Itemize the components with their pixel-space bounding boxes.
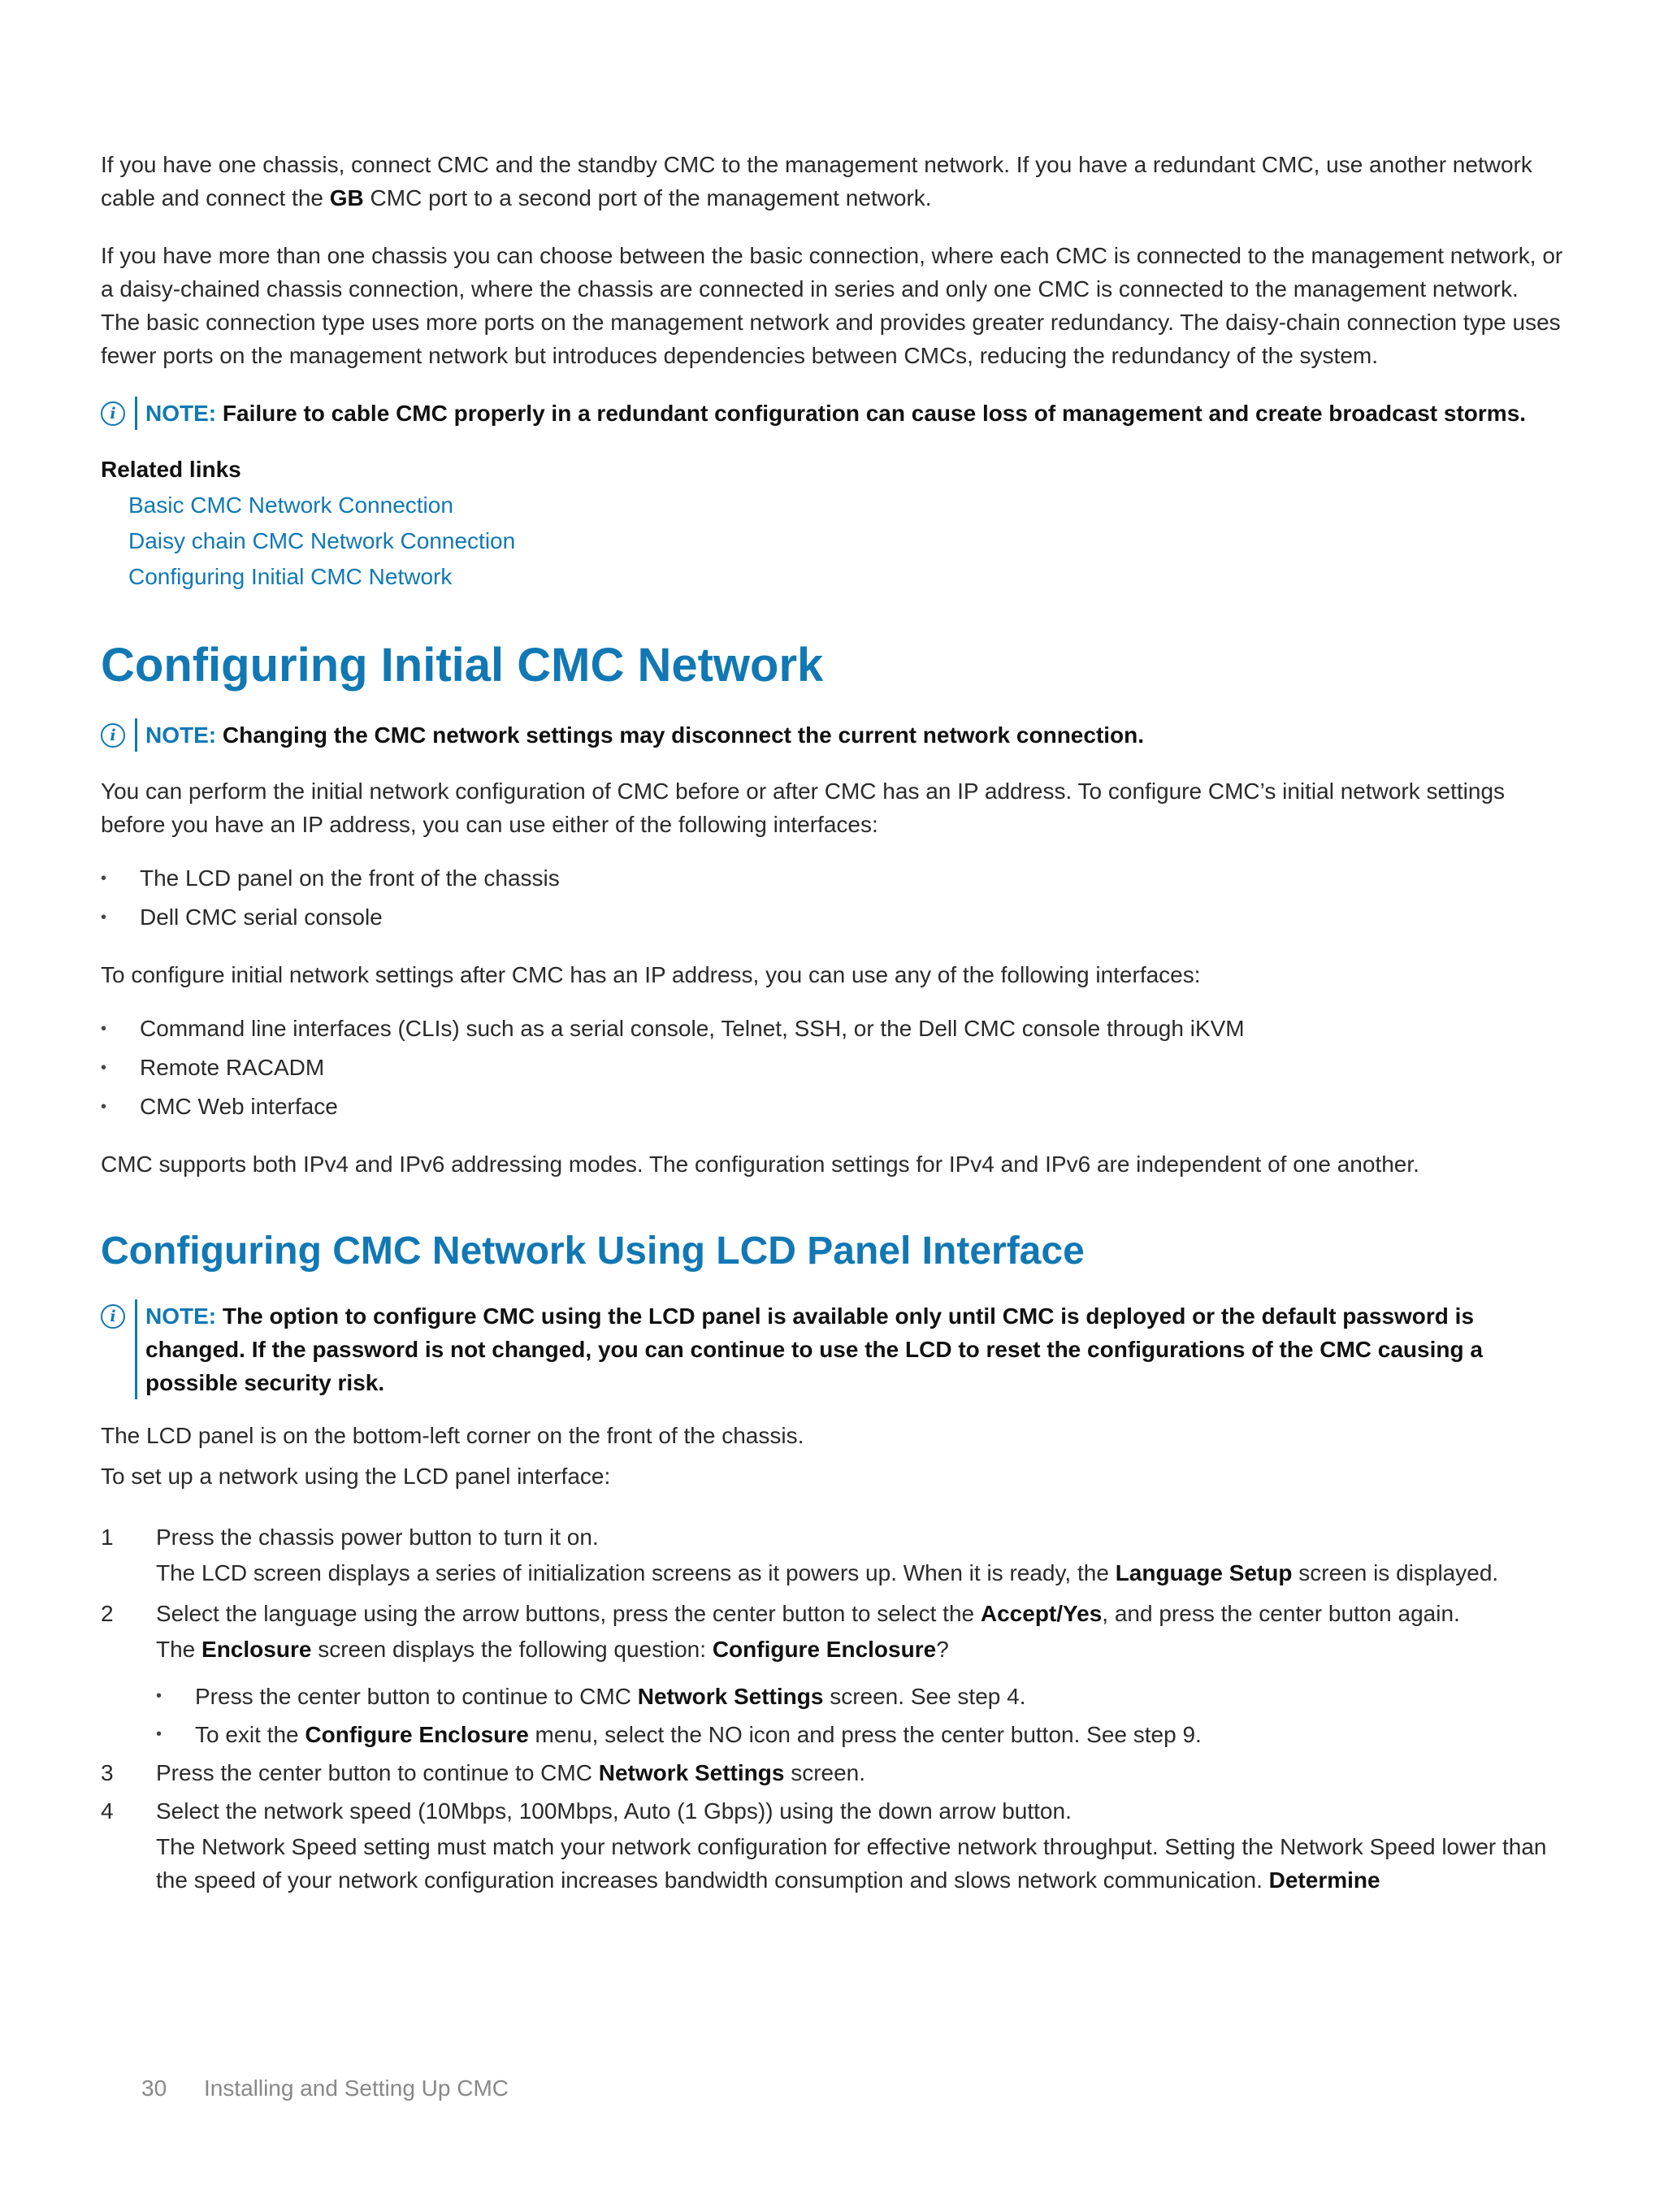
page-footer (141, 2075, 540, 2101)
text-span: CMC port to a second port of the management network. (363, 185, 932, 210)
section-heading-lcd-panel: Configuring CMC Network Using LCD Panel Interface (101, 1230, 1085, 1273)
text-span: , and press the center button again. (1102, 1601, 1460, 1626)
text-span: Select the language using the arrow buttons, press the center button to select the (156, 1601, 981, 1626)
step-result (156, 1633, 1563, 1666)
related-links-title: Related links (101, 457, 241, 482)
info-icon: i (101, 723, 125, 748)
text-span: screen is displayed. (1292, 1560, 1499, 1585)
bold-term: Configure Enclosure (712, 1637, 937, 1662)
text-span: ? (936, 1637, 949, 1662)
text-span: If you have one chassis, connect CMC and the standby CMC to the management network. If you have a redundant CMC, use another network cable and connect the (101, 152, 1532, 210)
bold-term: GB (329, 185, 364, 210)
related-link-basic-connection[interactable]: Basic CMC Network Connection (128, 492, 453, 518)
step-number: 4 (101, 1798, 114, 1824)
chapter-title: Installing and Setting Up CMC (203, 2075, 509, 2101)
list-item (156, 1715, 1563, 1754)
related-link-daisy-chain[interactable]: Daisy chain CMC Network Connection (128, 528, 516, 553)
text-span: Press the center button to continue to CMC (156, 1760, 599, 1785)
page-content (101, 148, 1563, 1897)
paragraph: To configure initial network settings after CMC has an IP address, you can use any of the following interfaces: (101, 962, 1201, 987)
step-number: 2 (101, 1601, 114, 1626)
step-text (156, 1594, 1563, 1633)
text-span: screen displays the following question: (311, 1637, 713, 1662)
note-text (145, 718, 1144, 752)
bold-term: Enclosure (202, 1637, 312, 1662)
note-body: The option to configure CMC using the LCD panel is available only until CMC is deployed or the default password is changed. If the password is not changed, you can continue to use the LCD to reset the configurations of the CMC causing a possible security risk. (145, 1303, 1483, 1395)
note-body: Changing the CMC network settings may disconnect the current network connection. (222, 722, 1145, 748)
note-divider (135, 397, 137, 430)
related-link-initial-network[interactable]: Configuring Initial CMC Network (128, 564, 453, 589)
related-links (101, 453, 1563, 595)
list-item (156, 1677, 1563, 1715)
step-text (156, 1754, 1563, 1792)
note-divider (135, 718, 137, 752)
bold-term: Language Setup (1115, 1560, 1293, 1585)
step-number: 1 (101, 1525, 114, 1550)
list-item: • Dell CMC serial console (101, 898, 1563, 937)
text-span: To exit the (195, 1722, 306, 1747)
bullet-list (101, 1009, 1563, 1126)
bold-term: Determine (1268, 1867, 1380, 1893)
step-result (156, 1830, 1563, 1897)
page-number: 30 (141, 2075, 167, 2101)
text-span: The LCD screen displays a series of initialization screens as it powers up. When it is ready, the (156, 1560, 1116, 1585)
step-item (101, 1754, 1563, 1792)
bold-term: Network Settings (598, 1760, 785, 1785)
paragraph: To set up a network using the LCD panel interface: (101, 1464, 611, 1489)
list-item: • Remote RACADM (101, 1048, 1563, 1087)
text-span: Press the center button to continue to CMC (195, 1684, 638, 1709)
note-callout (101, 397, 1563, 430)
note-callout (101, 718, 1563, 752)
intro-paragraph-2: If you have more than one chassis you can choose between the basic connection, where each CMC is connected to the management network, or a daisy-chained chassis connection, where the chassis are connected in series and only one CMC is connected to the management network. The basic connection type uses more ports on the management network and provides greater redundancy. The daisy-chain connection type uses fewer ports on the management network but introduces dependencies between CMCs, reducing the redundancy of the system. (101, 243, 1563, 368)
list-item: • CMC Web interface (101, 1087, 1563, 1126)
paragraph: You can perform the initial network configuration of CMC before or after CMC has an IP address. To configure CMC’s initial network settings before you have an IP address, you can use either of the following interfaces: (101, 779, 1506, 837)
info-icon: i (101, 401, 125, 426)
sub-bullet-list (156, 1677, 1563, 1754)
note-divider (135, 1299, 137, 1399)
step-text: Press the chassis power button to turn it on. (156, 1525, 599, 1550)
text-span: The Network Speed setting must match your network configuration for effective network throughput. Setting the Network Speed lower than the speed of your network configuration increases bandwidth consumption and slows network communication. (156, 1834, 1547, 1893)
step-number: 3 (101, 1760, 114, 1785)
text-span: The (156, 1637, 202, 1662)
info-icon: i (101, 1304, 125, 1329)
text-span: menu, select the NO icon and press the center button. See step 9. (528, 1722, 1202, 1747)
note-text (145, 397, 1526, 430)
step-result (156, 1556, 1563, 1590)
list-item: • Command line interfaces (CLIs) such as a serial console, Telnet, SSH, or the Dell CMC console through iKVM (101, 1009, 1563, 1048)
note-label: NOTE: (145, 1303, 217, 1329)
intro-paragraph-1 (101, 148, 1563, 215)
text-span: screen. See step 4. (823, 1684, 1026, 1709)
step-item (101, 1594, 1563, 1754)
note-label: NOTE: (145, 722, 217, 748)
note-callout (101, 1299, 1563, 1399)
bullet-list (101, 859, 1563, 937)
note-label: NOTE: (145, 401, 217, 426)
paragraph: The LCD panel is on the bottom-left corner on the front of the chassis. (101, 1423, 804, 1448)
step-list (101, 1518, 1563, 1897)
step-text: Select the network speed (10Mbps, 100Mbps, Auto (1 Gbps)) using the down arrow button. (156, 1798, 1072, 1824)
list-item: • The LCD panel on the front of the chassis (101, 859, 1563, 898)
paragraph: CMC supports both IPv4 and IPv6 addressing modes. The configuration settings for IPv4 and IPv6 are independent of one another. (101, 1152, 1419, 1177)
section-heading-initial-network: Configuring Initial CMC Network (101, 639, 824, 692)
bold-term: Accept/Yes (980, 1601, 1103, 1626)
bold-term: Network Settings (637, 1684, 824, 1709)
step-item (101, 1792, 1563, 1897)
bold-term: Configure Enclosure (305, 1722, 529, 1747)
note-text (145, 1299, 1563, 1399)
step-item (101, 1518, 1563, 1590)
text-span: screen. (784, 1760, 866, 1785)
note-body: Failure to cable CMC properly in a redundant configuration can cause loss of management and create broadcast storms. (222, 401, 1527, 426)
